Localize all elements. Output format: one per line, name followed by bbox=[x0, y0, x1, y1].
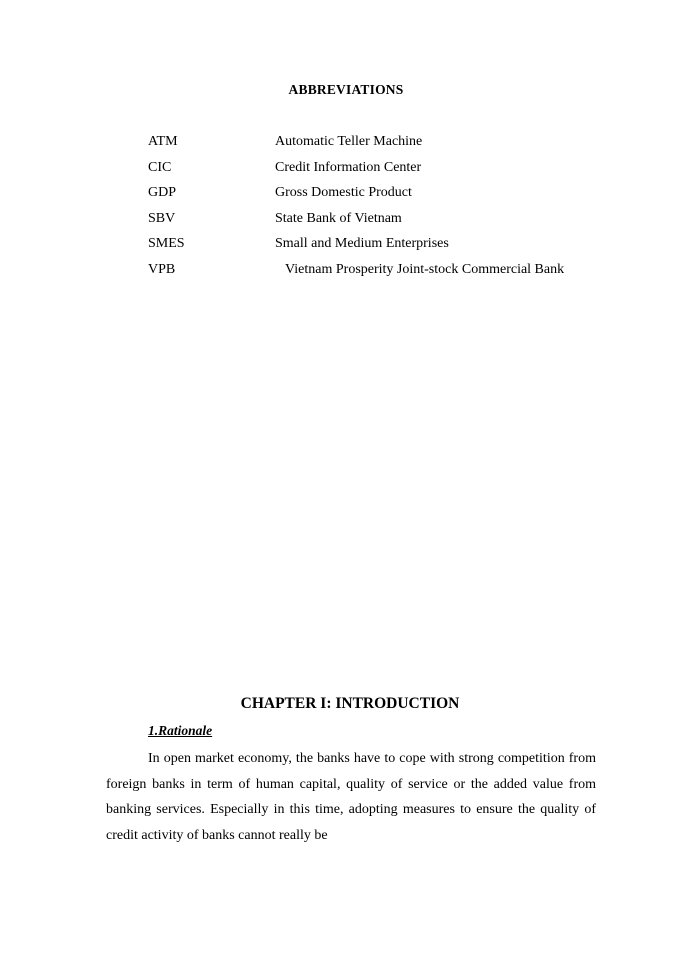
abbreviations-list bbox=[148, 131, 628, 284]
abbreviation-row bbox=[148, 157, 628, 183]
abbreviation-meaning: Automatic Teller Machine bbox=[275, 134, 423, 149]
body-paragraph: In open market economy, the banks have to cope with strong competition from foreign banks in term of human capital, quality of service or the added value from banking services. Especially in this time, adopting measures to ensure the quality of credit activity of banks cannot really be bbox=[106, 751, 596, 843]
abbreviation-meaning: State Bank of Vietnam bbox=[275, 210, 402, 226]
abbreviation-meaning: Small and Medium Enterprises bbox=[275, 236, 449, 251]
abbreviation-code: GDP bbox=[148, 185, 177, 200]
section-heading: 1.Rationale bbox=[148, 723, 213, 738]
abbreviation-code: ATM bbox=[148, 134, 178, 149]
abbreviation-code: SBV bbox=[148, 210, 176, 226]
abbreviation-code: SMES bbox=[148, 236, 185, 251]
abbreviation-code: VPB bbox=[148, 261, 176, 277]
abbreviation-meaning: Credit Information Center bbox=[275, 159, 422, 175]
abbreviation-meaning: Vietnam Prosperity Joint-stock Commercial Bank bbox=[285, 261, 565, 277]
abbreviation-row bbox=[148, 182, 628, 208]
abbreviation-row bbox=[148, 208, 628, 234]
abbreviation-meaning: Gross Domestic Product bbox=[275, 185, 412, 200]
abbreviations-title: ABBREVIATIONS bbox=[288, 82, 404, 97]
abbreviation-row bbox=[148, 131, 628, 157]
abbreviation-code: CIC bbox=[148, 159, 172, 175]
abbreviation-row bbox=[148, 259, 628, 285]
chapter-title: CHAPTER I: INTRODUCTION bbox=[240, 695, 460, 712]
abbreviation-row bbox=[148, 233, 628, 259]
